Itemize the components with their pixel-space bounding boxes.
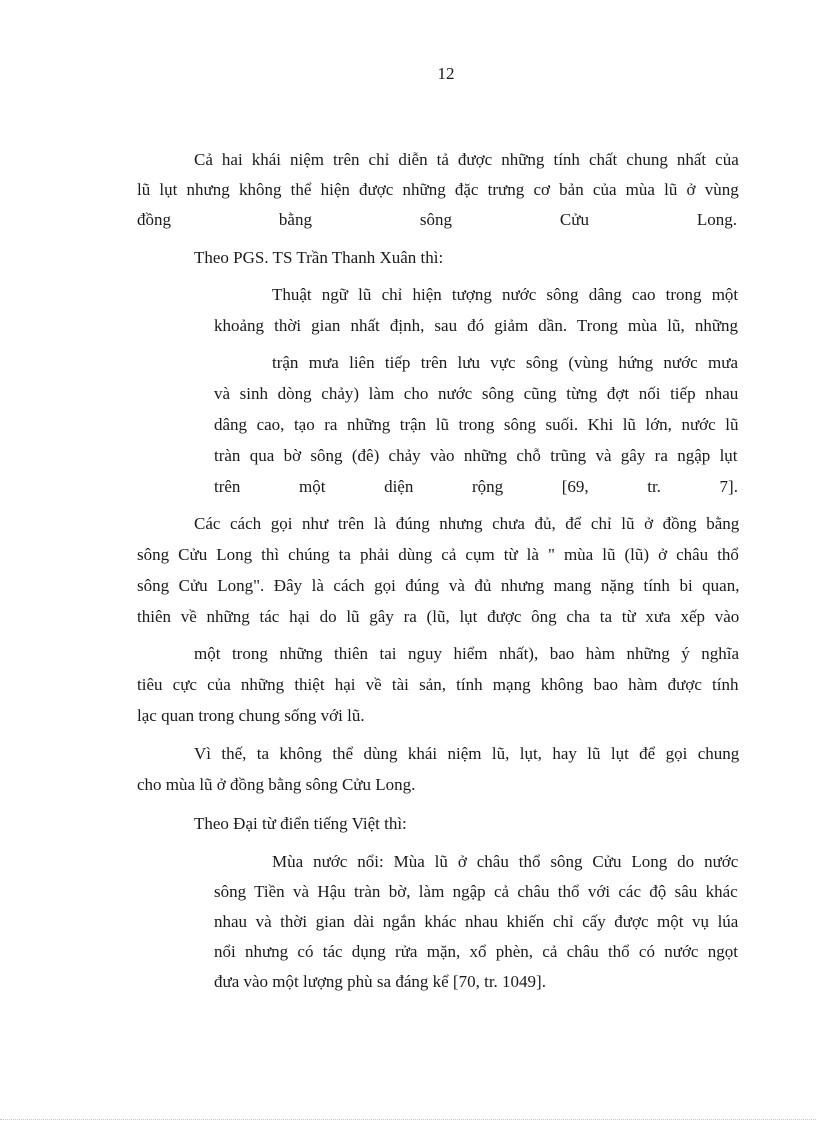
quote-line: đưa vào một lượng phù sa đáng kể [70, tr. 1049].	[214, 972, 546, 991]
quote-line: Mùa nước nổi: Mùa lũ ở châu thổ sông Cửu Long do nước	[272, 852, 739, 871]
text-line: tiêu cực của những thiệt hại về tài sản, tính mạng không bao hàm được tính	[137, 675, 739, 694]
word: rộng	[471, 477, 504, 496]
quote-line: nhau và thời gian dài ngắn khác nhau khiến chỉ cấy được một vụ lúa	[214, 912, 739, 931]
word: sông	[419, 210, 452, 229]
text-line: Vì thế, ta không thể dùng khái niệm lũ, lụt, hay lũ lụt để gọi chung	[194, 744, 740, 763]
word: Cửu	[559, 210, 589, 229]
word: một	[299, 477, 326, 496]
word: bằng	[278, 210, 312, 229]
word: Long.	[696, 210, 737, 229]
quote-line: khoảng thời gian nhất định, sau đó giảm dần. Trong mùa lũ, những	[214, 316, 739, 335]
word: trên	[214, 477, 241, 496]
word: đồng	[137, 210, 171, 229]
text-line: thiên về những tác hại do lũ gây ra (lũ, lụt được ông cha ta từ xưa xếp vào	[137, 607, 740, 626]
text-line: lạc quan trong chung sống với lũ.	[137, 706, 365, 725]
text-line: sông Cửu Long thì chúng ta phải dùng cả cụm từ là " mùa lũ (lũ) ở châu thổ	[137, 545, 739, 564]
text-line: Các cách gọi như trên là đúng nhưng chưa đủ, để chỉ lũ ở đồng bằng	[194, 514, 740, 533]
quote-intro-2: Theo Đại từ điển tiếng Việt thì:	[194, 814, 407, 833]
justified-line	[214, 477, 738, 497]
quote-line: Thuật ngữ lũ chỉ hiện tượng nước sông dâng cao trong một	[272, 285, 739, 304]
page-number: 12	[437, 64, 455, 83]
quote-line: tràn qua bờ sông (đê) chảy vào những chỗ trũng và gây ra ngập lụt	[214, 446, 738, 465]
word: 7].	[719, 477, 738, 496]
quote-line: nổi nhưng có tác dụng rửa mặn, xổ phèn, cả châu thổ có nước ngọt	[214, 942, 738, 961]
word: tr.	[647, 477, 661, 496]
text-line: Cả hai khái niệm trên chỉ diễn tả được những tính chất chung nhất của	[194, 150, 739, 169]
text-line: sông Cửu Long". Đây là cách gọi đúng và đủ nhưng mang nặng tính bi quan,	[137, 576, 740, 595]
word: diện	[384, 477, 414, 496]
text-line: một trong những thiên tai nguy hiểm nhất), bao hàm những ý nghĩa	[194, 644, 739, 663]
quote-intro-1: Theo PGS. TS Trần Thanh Xuân thì:	[194, 248, 444, 267]
quote-line: dâng cao, tạo ra những trận lũ trong sông suối. Khi lũ lớn, nước lũ	[214, 415, 739, 434]
word: [69,	[561, 477, 589, 496]
text-line: cho mùa lũ ở đồng bằng sông Cửu Long.	[137, 775, 416, 794]
text-line: lũ lụt nhưng không thể hiện được những đặc trưng cơ bản của mùa lũ ở vùng	[137, 180, 739, 199]
quote-line: sông Tiền và Hậu tràn bờ, làm ngập cả châu thổ với các độ sâu khác	[214, 882, 738, 901]
quote-line: và sinh dòng chảy) làm cho nước sông cũng từng đợt nối tiếp nhau	[214, 384, 739, 403]
quote-line: trận mưa liên tiếp trên lưu vực sông (vùng hứng nước mưa	[272, 353, 738, 372]
page-bottom-divider	[0, 1119, 816, 1120]
justified-line	[137, 210, 737, 230]
